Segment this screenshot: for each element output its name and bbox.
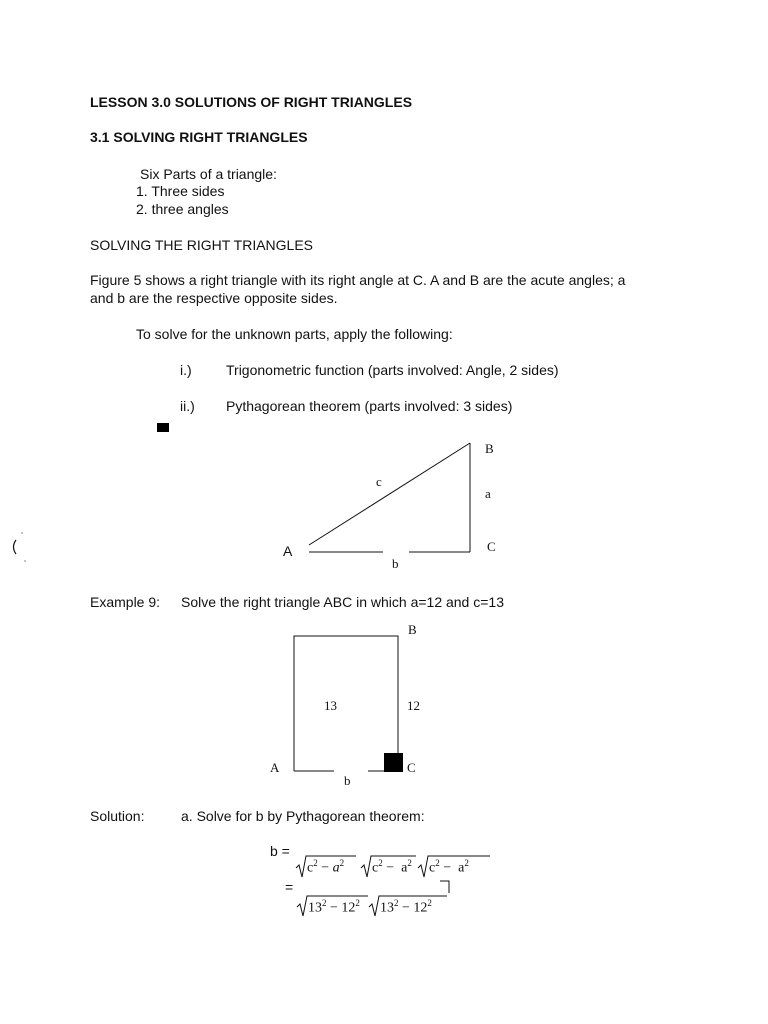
radical-2: $c^2 - a^2$ bbox=[372, 858, 412, 876]
fig5-vertex-b: B bbox=[485, 441, 494, 456]
radical-4: $13^2 - 12^2$ bbox=[308, 898, 360, 916]
fig9-side-label: 12 bbox=[407, 698, 420, 713]
method-1-text: Trigonometric function (parts involved: Angle, 2 sides) bbox=[226, 362, 559, 378]
example-text: Solve the right triangle ABC in which a=12 and c=13 bbox=[181, 594, 504, 610]
paragraph-line-1: Figure 5 shows a right triangle with its right angle at C. A and B are the acute angles; a bbox=[90, 272, 626, 288]
equals-label: = bbox=[285, 879, 294, 895]
parts-item-2: 2. three angles bbox=[136, 201, 229, 217]
fig9-vertex-a: A bbox=[270, 760, 280, 775]
solution-step: a. Solve for b by Pythagorean theorem: bbox=[181, 808, 425, 824]
solving-heading: SOLVING THE RIGHT TRIANGLES bbox=[90, 237, 314, 253]
parts-item-1: 1. Three sides bbox=[136, 183, 225, 199]
fig9-vertex-c: C bbox=[407, 760, 416, 775]
radical-3: $c^2 - a^2$ bbox=[429, 858, 469, 876]
fig5-side-b-label: b bbox=[392, 556, 399, 571]
fig9-hyp-label: 13 bbox=[324, 698, 337, 713]
fig9-base-label: b bbox=[344, 773, 351, 788]
fig5-side-c-label: c bbox=[376, 474, 382, 489]
solution-label: Solution: bbox=[90, 808, 145, 824]
fig5-side-a-label: a bbox=[485, 486, 491, 501]
b-equals-label: b = bbox=[270, 843, 290, 859]
parts-heading: Six Parts of a triangle: bbox=[140, 166, 277, 182]
method-1-number: i.) bbox=[180, 362, 192, 378]
fig9-vertex-b: B bbox=[408, 622, 417, 637]
instruction-text: To solve for the unknown parts, apply the following: bbox=[136, 326, 453, 342]
radical-1: $c^2 - a^2$ bbox=[307, 858, 345, 876]
method-2-number: ii.) bbox=[180, 398, 195, 414]
paragraph-line-2: and b are the respective opposite sides. bbox=[90, 290, 338, 306]
fig5-vertex-c: C bbox=[487, 539, 496, 554]
radical-5: $13^2 - 12^2$ bbox=[380, 898, 432, 916]
example-label: Example 9: bbox=[90, 594, 161, 610]
section-title: 3.1 SOLVING RIGHT TRIANGLES bbox=[90, 129, 308, 145]
lesson-title: LESSON 3.0 SOLUTIONS OF RIGHT TRIANGLES bbox=[90, 94, 413, 110]
method-2-text: Pythagorean theorem (parts involved: 3 sides) bbox=[226, 398, 513, 414]
fig5-vertex-a: A bbox=[283, 543, 293, 559]
